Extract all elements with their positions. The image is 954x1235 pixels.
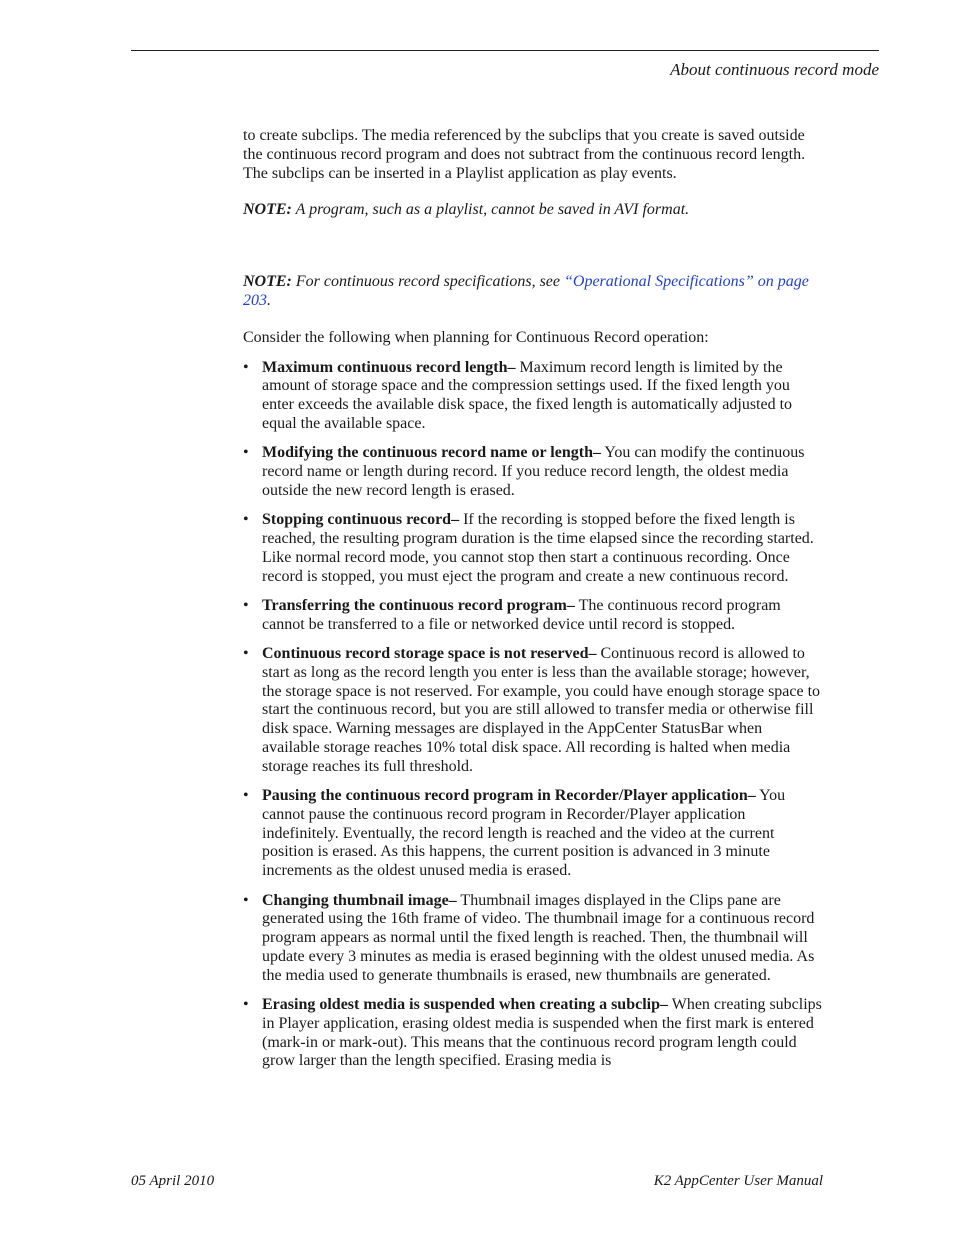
bullet-icon: • [243,444,249,462]
header-rule [131,50,879,51]
note-specifications [243,273,823,311]
list-item-title: Modifying the continuous record name or length– [262,444,601,462]
list-item [243,359,823,434]
footer-date: 05 April 2010 [131,1173,215,1189]
note-text: For continuous record specifications, see [295,273,560,291]
bullet-icon: • [243,358,249,376]
bullet-icon: • [243,995,249,1013]
list-item [243,511,823,586]
list-item-text: You can modify the continuous record name or length during record. If you reduce record length, the oldest media outside the new record length is erased. [262,444,805,499]
list-item-title: Transferring the continuous record program– [262,596,575,614]
list-item-text: Continuous record is allowed to start as long as the record length you enter is less than the available storage; however, the storage space is not reserved. For example, you could have enough storage space to start the continuous record, but you are still allowed to transfer media or otherwise fill disk space. Warning messages are displayed in the AppCenter StatusBar when available storage reaches 10% total disk space. All recording is halted when media storage reaches its full threshold. [262,644,821,775]
list-item-text: Thumbnail images displayed in the Clips pane are generated using the 16th frame of video. The thumbnail image for a continuous record program appears as normal until the fixed length is reached. Then, the thumbnail will update every 3 minutes as media is erased beginning with the oldest unused media. As the media used to generate thumbnails is erased, new thumbnails are generated. [262,891,815,984]
list-item [243,645,823,777]
list-item [243,597,823,635]
list-item-title: Changing thumbnail image– [262,891,457,909]
list-item-text: If the recording is stopped before the fixed length is reached, the resulting program duration is the time elapsed since the recording started. Like normal record mode, you cannot stop then start a continuous recording. Once record is stopped, you must eject the program and create a new continuous record. [262,511,814,585]
bullet-icon: • [243,644,249,662]
list-item-title: Erasing oldest media is suspended when creating a subclip– [262,995,668,1013]
considerations-list [243,359,823,1072]
list-item [243,892,823,986]
bullet-icon: • [243,596,249,614]
list-item-title: Maximum continuous record length– [262,358,516,376]
note-end: . [267,291,271,309]
list-item-text: You cannot pause the continuous record program in Recorder/Player application indefinitely. Eventually, the record length is reached and the video at the current position is erased. As this happens, the current position is advanced in 3 minute increments as the oldest unused media is erased. [262,787,786,880]
list-item-title: Pausing the continuous record program in Recorder/Player application– [262,787,756,805]
intro-paragraph: to create subclips. The media referenced by the subclips that you create is saved outside the continuous record program and does not subtract from the continuous record length. The subclips can be inserted in a Playlist application as play events. [243,127,806,182]
specifications-link[interactable]: “Operational Specifications” on page 203 [243,273,809,309]
list-item [243,787,823,881]
list-item-text: The continuous record program cannot be transferred to a file or networked device until record is stopped. [262,596,781,633]
note-label: NOTE: [243,273,292,291]
running-header-title: About continuous record mode [670,60,879,79]
consider-paragraph: Consider the following when planning for Continuous Record operation: [243,328,709,346]
list-item-text: When creating subclips in Player application, erasing oldest media is suspended when the first mark is entered (mark-in or mark-out). This means that the continuous record program length could grow larger than the length specified. Erasing media is [262,995,822,1070]
bullet-icon: • [243,511,249,529]
note-avi [243,201,823,220]
footer-manual-title: K2 AppCenter User Manual [653,1173,823,1189]
list-item [243,444,823,500]
list-item-text: Maximum record length is limited by the amount of storage space and the compression settings used. If the fixed length you enter exceeds the available disk space, the fixed length is automatically adjusted to equal the available space. [262,358,793,432]
page-content [243,127,823,1082]
note-text: A program, such as a playlist, cannot be saved in AVI format. [295,201,690,219]
note-label: NOTE: [243,201,292,219]
list-item [243,996,823,1071]
bullet-icon: • [243,891,249,909]
list-item-title: Continuous record storage space is not reserved– [262,644,597,662]
list-item-title: Stopping continuous record– [262,511,460,529]
bullet-icon: • [243,787,249,805]
